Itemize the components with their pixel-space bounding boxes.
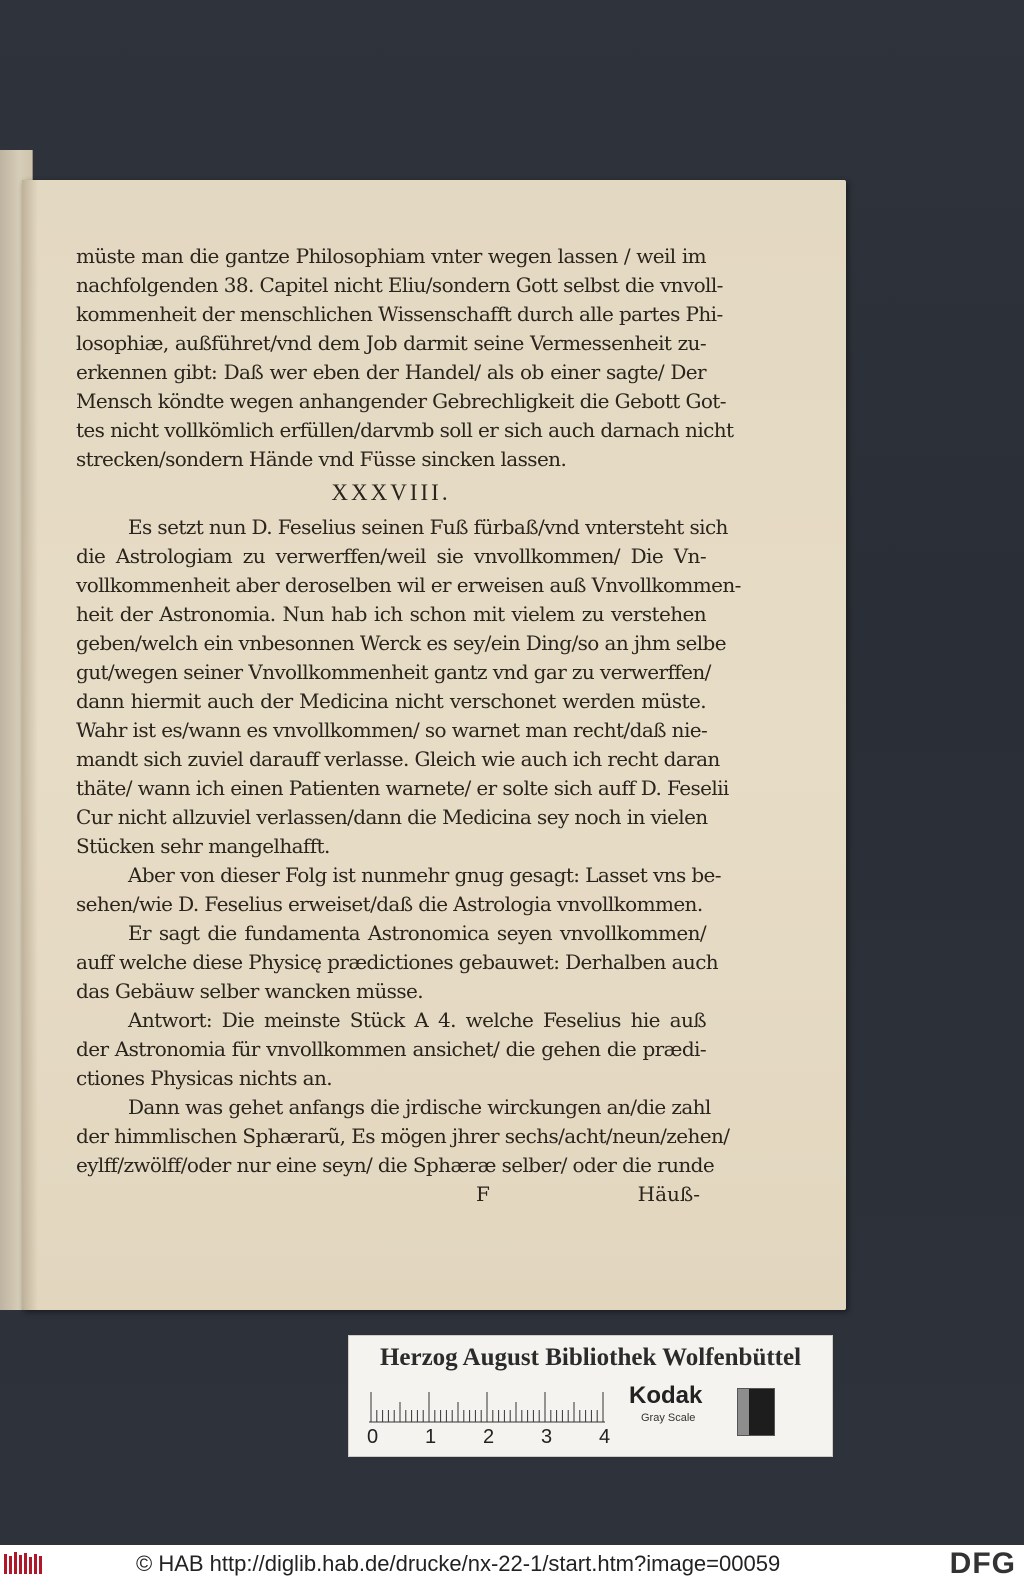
text-line: Es setzt nun D. Feselius seinen Fuß fürbaß/vnd vntersteht sich <box>128 515 728 539</box>
text-line: auff welche diese Physicę prædictiones gebauwet: Derhalben auch <box>76 950 719 974</box>
text-line: sehen/wie D. Feselius erweiset/daß die Astrologia vnvollkommen. <box>76 892 703 916</box>
text-line: Cur nicht allzuviel verlassen/dann die Medicina sey noch in vielen <box>76 805 708 829</box>
text-line: Aber von dieser Folg ist nunmehr gnug gesagt: Lasset vns be- <box>128 863 721 887</box>
text-line: tes nicht vollkömlich erfüllen/darvmb soll er sich auch darnach nicht <box>76 418 734 442</box>
text-line: nachfolgenden 38. Capitel nicht Eliu/sondern Gott selbst die vnvoll- <box>76 273 723 297</box>
paragraph-5 <box>76 1006 706 1093</box>
text-line: die Astrologiam zu verwerffen/weil sie vnvollkommen/ Die Vn- <box>76 544 706 568</box>
text-line: vollkommenheit aber deroselben wil er erweisen auß Vnvollkommen- <box>76 573 741 597</box>
text-line: Mensch köndte wegen anhangender Gebrechligkeit die Gebott Got- <box>76 389 726 413</box>
text-line: Er sagt die fundamenta Astronomica seyen vnvollkommen/ <box>128 921 706 945</box>
paragraph-1 <box>76 242 734 474</box>
hab-logo-icon <box>4 1552 46 1576</box>
text-line: der himmlischen Sphærarũ, Es mögen jhrer sechs/acht/neun/zehen/ <box>76 1124 730 1148</box>
page-text <box>76 242 741 1209</box>
ruler-label: 1 <box>425 1426 437 1448</box>
text-line: dann hiermit auch der Medicina nicht verschonet werden müste. <box>76 689 706 713</box>
text-line: Stücken sehr mangelhafft. <box>76 834 330 858</box>
ruler-labels <box>367 1426 617 1450</box>
page-footer-line <box>76 1180 706 1209</box>
book-page <box>22 180 846 1310</box>
text-line: thäte/ wann ich einen Patienten warnete/ er solte sich auff D. Feselii <box>76 776 729 800</box>
text-line: der Astronomia für vnvollkommen ansichet/ die gehen die prædi- <box>76 1037 706 1061</box>
text-line: heit der Astronomia. Nun hab ich schon mit vielem zu verstehen <box>76 602 706 626</box>
text-line: geben/welch ein vnbesonnen Werck es sey/ein Ding/so an jhm selbe <box>76 631 726 655</box>
text-line: Antwort: Die meinste Stück A 4. welche Feselius hie auß <box>128 1008 706 1032</box>
dfg-logo: DFG <box>949 1547 1016 1580</box>
gray-scale-patch <box>737 1388 775 1436</box>
kodak-logo: Kodak <box>629 1382 703 1409</box>
paragraph-2 <box>76 513 741 861</box>
text-line: mandt sich zuviel darauff verlasse. Gleich wie auch ich recht daran <box>76 747 720 771</box>
text-line: Wahr ist es/wann es vnvollkommen/ so warnet man recht/daß nie- <box>76 718 708 742</box>
text-line: gut/wegen seiner Vnvollkommenheit gantz vnd gar zu verwerffen/ <box>76 660 711 684</box>
text-line: ctiones Physicas nichts an. <box>76 1066 333 1090</box>
text-line: strecken/sondern Hände vnd Füsse sincken lassen. <box>76 447 567 471</box>
ruler-label: 0 <box>367 1426 379 1448</box>
library-name: Herzog August Bibliothek Wolfenbüttel <box>379 1344 802 1371</box>
signature-mark: F <box>476 1182 490 1206</box>
ruler-label: 3 <box>541 1426 553 1448</box>
paragraph-6 <box>76 1093 730 1180</box>
paragraph-3 <box>76 861 721 919</box>
ruler-label: 4 <box>599 1426 611 1448</box>
ruler-label: 2 <box>483 1426 495 1448</box>
text-line: losophiæ, außführet/vnd dem Job darmit seine Vermessenheit zu- <box>76 331 706 355</box>
scale-ruler <box>369 1384 609 1424</box>
text-line: erkennen gibt: Daß wer eben der Handel/ als ob einer sagte/ Der <box>76 360 706 384</box>
text-line: eylff/zwölff/oder nur eine seyn/ die Sphæræ selber/ oder die runde <box>76 1153 715 1177</box>
color-target-card <box>348 1335 833 1457</box>
section-heading: XXXVIII. <box>331 480 451 505</box>
copyright-link[interactable]: © HAB http://diglib.hab.de/drucke/nx-22-1/start.htm?image=00059 <box>136 1551 781 1576</box>
paragraph-4 <box>76 919 719 1006</box>
text-line: Dann was gehet anfangs die jrdische wirckungen an/die zahl <box>128 1095 711 1119</box>
text-line: das Gebäuw selber wancken müsse. <box>76 979 423 1003</box>
catchword: Häuß- <box>637 1182 700 1206</box>
text-line: kommenheit der menschlichen Wissenschafft durch alle partes Phi- <box>76 302 723 326</box>
text-line: müste man die gantze Philosophiam vnter wegen lassen / weil im <box>76 244 706 268</box>
gray-scale-label: Gray Scale <box>641 1412 696 1424</box>
footer-bar <box>0 1545 1024 1582</box>
